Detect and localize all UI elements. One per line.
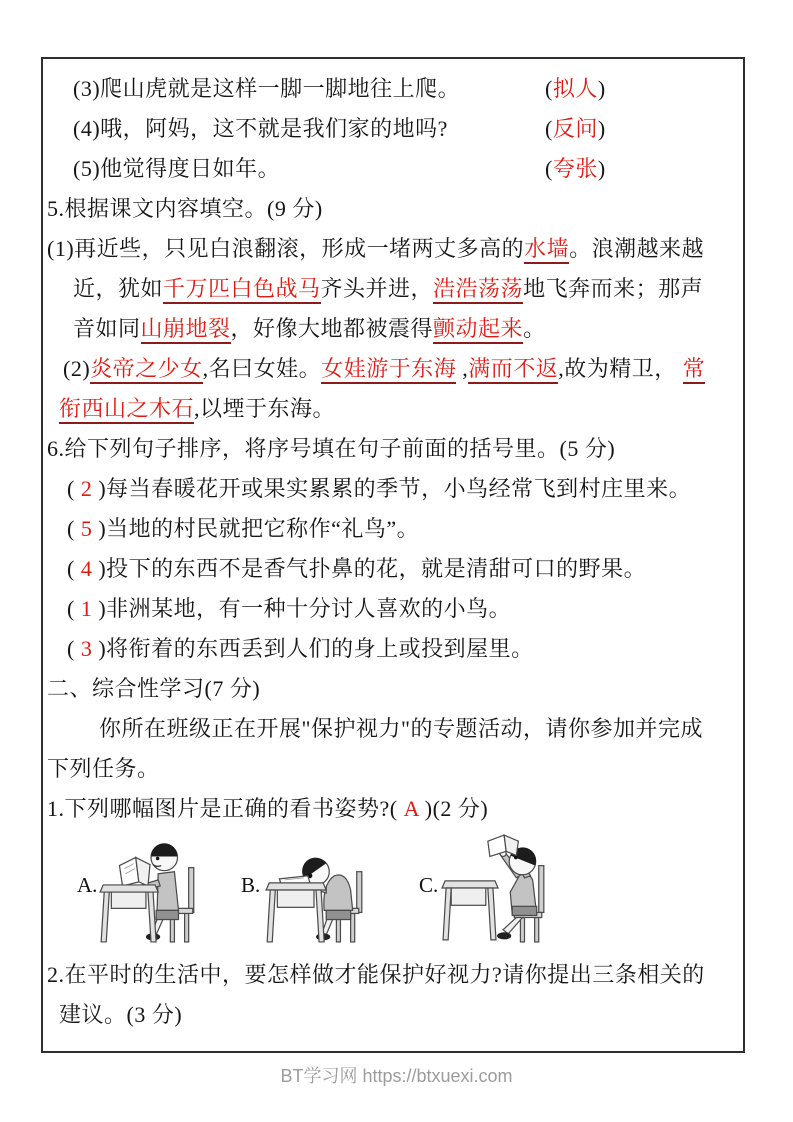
text-segment: 6.给下列句子排序，将序号填在句子前面的括号里。(5 分): [47, 436, 616, 461]
text-segment: 你所在班级正在开展"保护视力"的专题活动，请你参加并完成: [99, 716, 703, 741]
text-segment: (3)爬山虎就是这样一脚一脚地往上爬。: [73, 76, 461, 101]
underlined-answer-text: 常: [683, 356, 706, 384]
posture-illustration-a-upright-reading-icon: [99, 831, 201, 945]
rhetoric-answer: [545, 69, 606, 109]
red-answer-text: 1: [74, 596, 99, 621]
text-segment: 近，犹如: [73, 276, 164, 301]
red-answer-text: 4: [74, 556, 99, 581]
text-line: [47, 429, 739, 469]
text-segment: (: [545, 116, 553, 141]
text-segment: 下列任务。: [47, 756, 160, 781]
desk: [266, 883, 326, 942]
text-segment: (: [545, 156, 553, 181]
posture-illustration-b-hunched-reading-icon: [263, 831, 367, 945]
boy-leaning-back: [497, 843, 540, 939]
underlined-answer-text: 水墙: [524, 236, 569, 264]
text-segment: (: [67, 556, 75, 581]
text-segment: (4)哦，阿妈，这不就是我们家的地吗?: [73, 116, 448, 141]
rhetoric-answer: [545, 109, 606, 149]
text-segment: (1)再近些，只见白浪翻滚，形成一堵两丈多高的: [47, 236, 525, 261]
image-label-b: B.: [241, 873, 261, 897]
text-line: [47, 995, 739, 1035]
text-segment: ,名曰女娃。: [202, 356, 322, 381]
text-line: [47, 549, 739, 589]
posture-illustration-c-leaning-back-icon: [441, 831, 553, 945]
text-segment: ，好像大地都被震得: [230, 316, 434, 341]
text-segment: (2): [63, 356, 91, 381]
text-line: [47, 709, 739, 749]
underlined-answer-text: 山崩地裂: [141, 316, 231, 344]
text-line: [47, 589, 739, 629]
rhetoric-answer: [545, 149, 606, 189]
text-line: [47, 309, 739, 349]
worksheet-text-block-top: [47, 69, 739, 829]
text-segment: (: [67, 596, 75, 621]
text-segment: 地飞奔而来；那声: [523, 276, 704, 301]
red-answer-text: 2: [74, 476, 99, 501]
text-line: [47, 509, 739, 549]
red-answer-text: 反问: [552, 116, 598, 141]
text-segment: )当地的村民就把它称作“礼鸟”。: [98, 516, 420, 541]
text-segment: )(2 分): [424, 796, 489, 821]
text-segment: 二、综合性学习(7 分): [47, 676, 261, 701]
text-segment: 2.在平时的生活中，要怎样做才能保护好视力?请你提出三条相关的: [47, 962, 705, 987]
red-answer-text: 5: [74, 516, 99, 541]
image-label-c: C.: [419, 873, 439, 897]
text-segment: 。浪潮越来越: [569, 236, 705, 261]
underlined-answer-text: 满而不返: [468, 356, 558, 384]
text-segment: ): [597, 156, 606, 181]
text-segment: 。: [523, 316, 546, 341]
underlined-answer-text: 浩浩荡荡: [433, 276, 523, 304]
text-segment: (: [67, 516, 75, 541]
text-segment: 1.下列哪幅图片是正确的看书姿势?(: [47, 796, 398, 821]
text-line: [47, 109, 739, 149]
posture-images-row: [47, 829, 739, 947]
text-segment: 建议。(3 分): [59, 1002, 183, 1027]
text-segment: )每当春暖花开或果实累累的季节，小鸟经常飞到村庄里来。: [98, 476, 692, 501]
document-border-box: [41, 57, 745, 1053]
text-segment: ,以堙于东海。: [194, 396, 336, 421]
desk: [100, 885, 158, 942]
red-answer-text: A: [397, 796, 425, 821]
text-segment: (: [67, 636, 75, 661]
underlined-answer-text: 颤动起来: [433, 316, 523, 344]
text-segment: ): [597, 116, 606, 141]
text-segment: (: [545, 76, 553, 101]
text-line: [47, 349, 739, 389]
underlined-answer-text: 炎帝之少女: [90, 356, 203, 384]
text-segment: )将衔着的东西丢到人们的身上或投到屋里。: [98, 636, 534, 661]
text-line: [47, 469, 739, 509]
text-segment: 齐头并进，: [320, 276, 434, 301]
text-segment: )非洲某地，有一种十分讨人喜欢的小鸟。: [98, 596, 512, 621]
underlined-answer-text: 衔西山之木石: [59, 396, 194, 424]
underlined-answer-text: 千万匹白色战马: [163, 276, 321, 304]
text-segment: ,故为精卫，: [558, 356, 683, 381]
worksheet-text-block-bottom: [47, 955, 739, 1035]
text-segment: ,: [456, 356, 469, 381]
red-answer-text: 夸张: [552, 156, 598, 181]
text-line: [47, 749, 739, 789]
text-line: [47, 789, 739, 829]
text-line: [47, 269, 739, 309]
red-answer-text: 拟人: [552, 76, 598, 101]
image-label-a: A.: [77, 873, 98, 897]
text-line: [47, 149, 739, 189]
text-segment: 5.根据课文内容填空。(9 分): [47, 196, 323, 221]
red-answer-text: 3: [74, 636, 99, 661]
text-line: [47, 229, 739, 269]
text-segment: 音如同: [73, 316, 141, 341]
text-line: [47, 669, 739, 709]
text-segment: (5)他觉得度日如年。: [73, 156, 281, 181]
underlined-answer-text: 女娃游于东海: [321, 356, 456, 384]
text-segment: (: [67, 476, 75, 501]
open-book: [119, 857, 150, 886]
text-line: [47, 955, 739, 995]
text-line: [47, 389, 739, 429]
text-line: [47, 189, 739, 229]
text-line: [47, 629, 739, 669]
desk: [442, 881, 498, 940]
text-segment: ): [597, 76, 606, 101]
site-watermark: BT学习网 https://btxuexi.com: [280, 1066, 513, 1086]
text-line: [47, 69, 739, 109]
text-segment: )投下的东西不是香气扑鼻的花，就是清甜可口的野果。: [98, 556, 647, 581]
